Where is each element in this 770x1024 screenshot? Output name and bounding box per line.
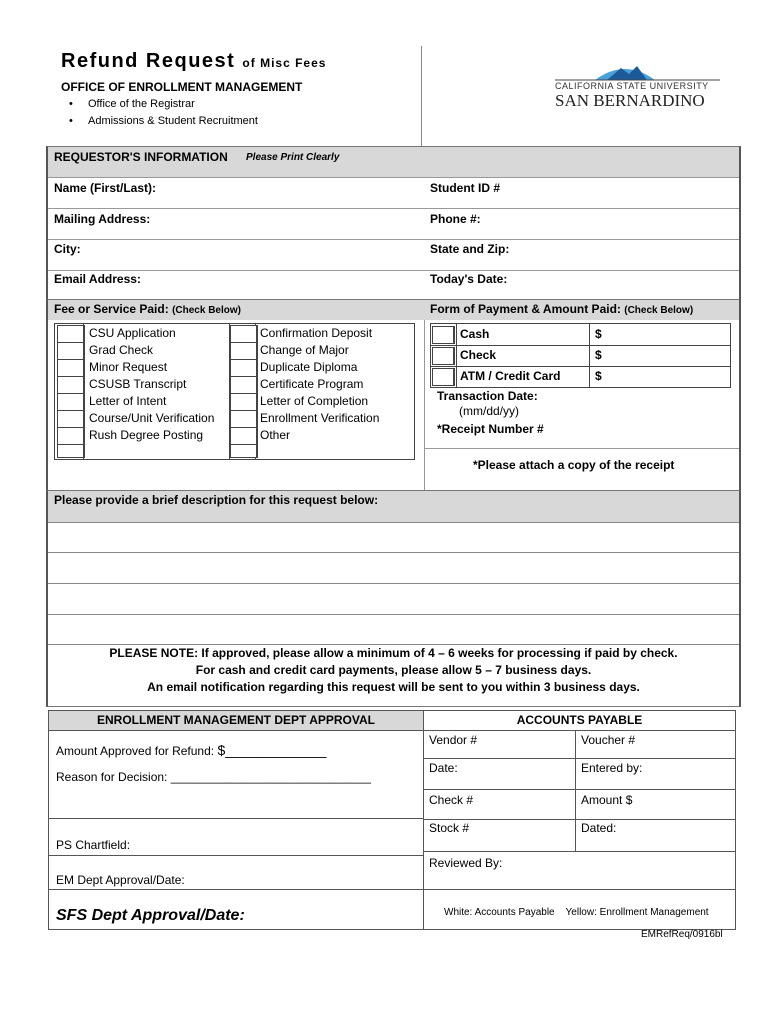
- method-atm-credit: ATM / Credit Card: [460, 369, 561, 383]
- email-row: [48, 270, 739, 301]
- checkbox-duplicate-diploma[interactable]: [230, 359, 258, 377]
- em-divider-1: [49, 818, 423, 819]
- checkbox-course-verification[interactable]: [57, 410, 85, 428]
- copy-distribution: White: Accounts Payable Yellow: Enrollment Management: [444, 907, 709, 918]
- fee-payment-divider: [424, 320, 425, 490]
- page-title: [61, 50, 326, 73]
- accounts-payable-header: [424, 711, 735, 731]
- fee-item-other: Other: [260, 428, 291, 442]
- student-id-label[interactable]: Student ID #: [430, 181, 501, 195]
- ap-row-divider-5: [424, 889, 735, 890]
- note-line-3: An email notification regarding this request will be sent to you within 3 business days.: [147, 680, 640, 694]
- checkbox-grad-check[interactable]: [57, 342, 85, 360]
- note-line-2: For cash and credit card payments, please allow 5 – 7 business days.: [195, 663, 592, 677]
- ap-row-divider-2: [424, 789, 735, 790]
- payment-col-divider-b: [589, 324, 590, 387]
- check-number-field[interactable]: Check #: [429, 793, 474, 807]
- approval-divider: [423, 711, 424, 929]
- fee-item-letter-of-intent: Letter of Intent: [89, 394, 167, 408]
- checkbox-other[interactable]: [230, 427, 258, 445]
- requestor-header: [48, 147, 739, 177]
- checkbox-csu-application[interactable]: [57, 325, 85, 343]
- amount-approved-label: Amount Approved for Refund:: [56, 744, 215, 758]
- cash-amount[interactable]: $: [595, 327, 602, 341]
- fee-item-confirmation-deposit: Confirmation Deposit: [260, 326, 373, 340]
- checkbox-cash[interactable]: [432, 326, 455, 344]
- requestor-heading: REQUESTOR'S INFORMATION: [54, 150, 228, 164]
- fee-item-change-of-major: Change of Major: [260, 343, 349, 357]
- em-approval-header: [49, 711, 423, 731]
- payment-row-divider-a: [431, 345, 730, 346]
- mailing-row: [48, 208, 739, 240]
- amount-approved[interactable]: [56, 742, 326, 758]
- fee-heading: [54, 302, 241, 316]
- checkbox-enrollment-verification[interactable]: [230, 410, 258, 428]
- todays-date-label[interactable]: Today's Date:: [430, 272, 508, 286]
- logo-main-text: SAN BERNARDINO: [555, 91, 705, 110]
- city-label[interactable]: City:: [54, 242, 81, 256]
- fee-item-csu-application: CSU Application: [89, 326, 176, 340]
- vendor-field[interactable]: Vendor #: [429, 733, 478, 747]
- ap-row-divider-3: [424, 819, 735, 820]
- checkbox-blank-right[interactable]: [230, 444, 258, 458]
- payment-heading-note: (Check Below): [624, 305, 694, 316]
- name-row: [48, 177, 739, 209]
- checkbox-rush-degree[interactable]: [57, 427, 85, 445]
- fee-item-course-verification: Course/Unit Verification: [89, 411, 215, 425]
- requestor-note: Please Print Clearly: [246, 152, 340, 163]
- date-format-hint: (mm/dd/yy): [459, 404, 519, 418]
- payment-row-divider-b: [431, 366, 730, 367]
- fee-item-grad-check: Grad Check: [89, 343, 154, 357]
- office-name: OFFICE OF ENROLLMENT MANAGEMENT: [61, 80, 303, 94]
- checkbox-letter-of-intent[interactable]: [57, 393, 85, 411]
- em-approval-date[interactable]: EM Dept Approval/Date:: [56, 873, 185, 887]
- fee-header: [48, 300, 739, 320]
- fee-item-transcript: CSUSB Transcript: [89, 377, 187, 391]
- payment-heading-text: Form of Payment & Amount Paid:: [430, 302, 621, 316]
- checkbox-blank-left[interactable]: [57, 444, 85, 458]
- payment-col-divider-a: [456, 324, 457, 387]
- transaction-date-label[interactable]: Transaction Date:: [437, 389, 538, 403]
- em-divider-2: [49, 855, 423, 856]
- phone-label[interactable]: Phone #:: [430, 212, 481, 226]
- checkbox-certificate-program[interactable]: [230, 376, 258, 394]
- amount-approved-blank[interactable]: $_____________: [217, 742, 327, 758]
- fee-item-rush-degree: Rush Degree Posting: [89, 428, 204, 442]
- checkbox-check[interactable]: [432, 347, 455, 365]
- fee-item-minor-request: Minor Request: [89, 360, 168, 374]
- description-header: [48, 491, 739, 522]
- method-cash: Cash: [460, 327, 490, 341]
- checkbox-transcript[interactable]: [57, 376, 85, 394]
- voucher-field[interactable]: Voucher #: [581, 733, 636, 747]
- description-section: [46, 490, 741, 707]
- entered-by-field[interactable]: Entered by:: [581, 761, 643, 775]
- description-input-2[interactable]: [48, 553, 739, 582]
- payment-methods: [430, 323, 731, 388]
- sfs-approval-date[interactable]: SFS Dept Approval/Date:: [56, 907, 245, 924]
- fee-item-certificate-program: Certificate Program: [260, 377, 364, 391]
- description-input-3[interactable]: [48, 584, 739, 613]
- bullet-registrar: • Office of the Registrar: [88, 98, 195, 110]
- title-suffix: of Misc Fees: [242, 56, 327, 70]
- requestor-section: [46, 146, 741, 302]
- header-divider: [421, 46, 422, 146]
- description-input-1[interactable]: [48, 523, 739, 552]
- receipt-divider: [424, 448, 739, 449]
- amount-field[interactable]: Amount $: [581, 793, 633, 807]
- city-row: [48, 239, 739, 271]
- reviewed-by-field[interactable]: Reviewed By:: [429, 856, 503, 870]
- description-input-4[interactable]: [48, 615, 739, 644]
- attach-receipt-note: *Please attach a copy of the receipt: [473, 458, 675, 472]
- fee-item-letter-of-completion: Letter of Completion: [260, 394, 369, 408]
- form-code: EMRefReq/0916bl: [641, 929, 723, 940]
- checkbox-minor-request[interactable]: [57, 359, 85, 377]
- bullet-admissions: • Admissions & Student Recruitment: [88, 115, 258, 127]
- em-divider-3: [49, 889, 423, 890]
- checkbox-confirmation-deposit[interactable]: [230, 325, 258, 343]
- fee-item-enrollment-verification: Enrollment Verification: [260, 411, 380, 425]
- em-approval-heading: ENROLLMENT MANAGEMENT DEPT APPROVAL: [97, 713, 375, 727]
- ap-row-divider-1: [424, 758, 735, 759]
- stock-number-field[interactable]: Stock #: [429, 821, 470, 835]
- state-zip-label[interactable]: State and Zip:: [430, 242, 510, 256]
- title-main: Refund Request: [61, 50, 236, 72]
- payment-heading: [430, 302, 693, 316]
- receipt-number-label[interactable]: *Receipt Number #: [437, 422, 544, 436]
- reason-for-decision[interactable]: Reason for Decision: ______________________________: [56, 770, 371, 784]
- ps-chartfield[interactable]: PS Chartfield:: [56, 838, 131, 852]
- processing-note: [48, 645, 739, 696]
- fee-checklist: [54, 323, 415, 460]
- checkbox-atm-credit[interactable]: [432, 368, 455, 386]
- checkbox-letter-of-completion[interactable]: [230, 393, 258, 411]
- dated-field[interactable]: Dated:: [581, 821, 617, 835]
- logo-top-text: CALIFORNIA STATE UNIVERSITY: [555, 81, 709, 91]
- note-line-1: PLEASE NOTE: If approved, please allow a minimum of 4 – 6 weeks for processing if paid by check.: [109, 646, 678, 660]
- fee-item-duplicate-diploma: Duplicate Diploma: [260, 360, 358, 374]
- method-check: Check: [460, 348, 497, 362]
- atm-amount[interactable]: $: [595, 369, 602, 383]
- checkbox-change-of-major[interactable]: [230, 342, 258, 360]
- mailing-label[interactable]: Mailing Address:: [54, 212, 151, 226]
- check-amount[interactable]: $: [595, 348, 602, 362]
- description-heading: Please provide a brief description for this request below:: [54, 493, 379, 507]
- email-label[interactable]: Email Address:: [54, 272, 141, 286]
- fee-heading-note: (Check Below): [172, 305, 241, 316]
- fee-heading-text: Fee or Service Paid:: [54, 302, 169, 316]
- ap-col-divider: [575, 731, 576, 851]
- approval-section: [48, 710, 736, 930]
- name-label[interactable]: Name (First/Last):: [54, 181, 157, 195]
- ap-date-field[interactable]: Date:: [429, 761, 458, 775]
- university-logo: [555, 58, 720, 112]
- fee-payment-section: [46, 299, 741, 492]
- accounts-payable-heading: ACCOUNTS PAYABLE: [516, 713, 643, 727]
- ap-row-divider-4: [424, 851, 735, 852]
